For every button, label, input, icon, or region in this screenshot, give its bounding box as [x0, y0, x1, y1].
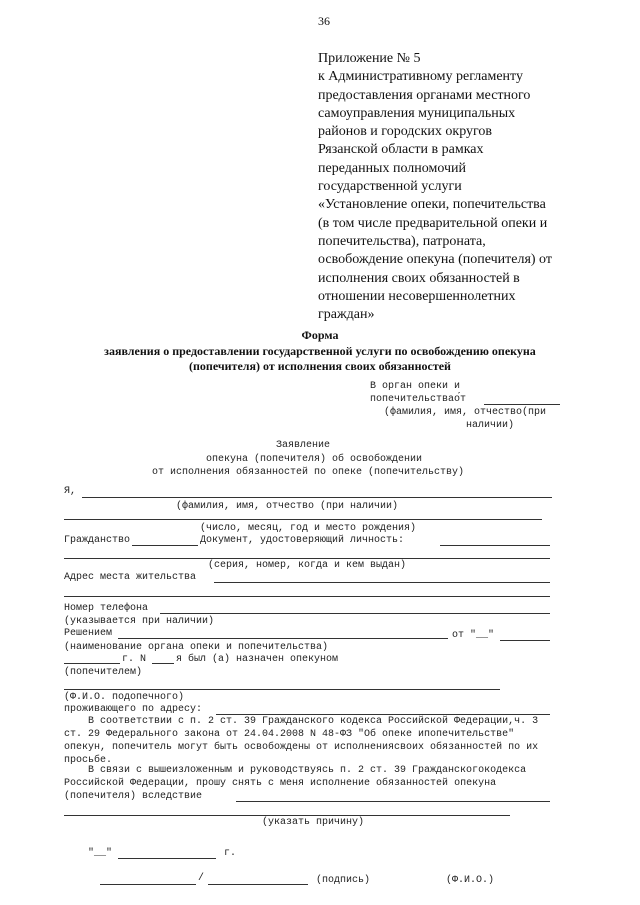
- form-subtitle: заявления о предоставлении государственной услуги по освобождению опекуна: [104, 344, 536, 358]
- appendix-line: самоуправления муниципальных: [318, 105, 516, 121]
- appendix-line: (в том числе предварительной опеки и: [318, 215, 548, 231]
- statement-subtitle-2: от исполнения обязанностей по опеке (попечительству): [152, 467, 465, 478]
- date-year: г.: [224, 848, 237, 859]
- fio-hint: (фамилия, имя, отчество (при наличии): [176, 501, 399, 512]
- appendix-line: переданных полномочий: [318, 160, 467, 176]
- addressee-hint: (фамилия, имя, отчество(при: [384, 407, 547, 418]
- appendix-line: отношении несовершеннолетних: [318, 288, 516, 304]
- ward-blank: [64, 689, 500, 690]
- phone-hint: (указывается при наличии): [64, 616, 215, 627]
- signature-slash: /: [198, 873, 205, 884]
- signature-blank: [100, 884, 196, 885]
- legal-p2-line: Российской Федерации, прошу снять с меня исполнение обязанностей опекуна: [64, 778, 497, 789]
- signature-fio-hint: (Ф.И.О.): [446, 875, 495, 886]
- appendix-line: граждан»: [318, 307, 375, 323]
- legal-p1-line: просьбе.: [64, 755, 113, 766]
- document-hint: (серия, номер, когда и кем выдан): [208, 560, 407, 571]
- date-blank: [118, 858, 216, 859]
- citizenship-blank: [132, 545, 198, 546]
- appendix-line: предоставления органами местного: [318, 87, 531, 103]
- legal-p1-line: ст. 29 Федерального закона от 24.04.2008 N 48-ФЗ "Об опеке ипопечительстве": [64, 729, 515, 740]
- addressee-line: В орган опеки и: [370, 381, 461, 392]
- appointed-label: я был (а) назначен опекуном: [176, 654, 339, 665]
- addressee-hint: наличии): [466, 420, 515, 431]
- appendix-block: [318, 50, 618, 324]
- addressee-blank: [484, 404, 560, 405]
- appendix-line: «Установление опеки, попечительства: [318, 197, 546, 213]
- citizenship-label: Гражданство: [64, 535, 131, 546]
- phone-blank: [160, 613, 550, 614]
- document-blank: [440, 545, 550, 546]
- appendix-line: государственной услуги: [318, 179, 462, 195]
- legal-p2-line: В связи с вышеизложенным и руководствуясь п. 2 ст. 39 Гражданскогокодекса: [88, 765, 527, 776]
- decision-label: Решением: [64, 628, 113, 639]
- ward-address-blank: [216, 714, 550, 715]
- date-quote: "__": [88, 848, 113, 859]
- address-blank: [214, 582, 550, 583]
- reason-blank: [236, 801, 550, 802]
- birth-hint: (число, месяц, год и место рождения): [200, 523, 417, 534]
- appendix-line: освобождение опекуна (попечителя) от: [318, 252, 552, 268]
- legal-p1-line: В соответствии с п. 2 ст. 39 Гражданского кодекса Российской Федерации,ч. 3: [88, 716, 539, 727]
- address-blank-2: [64, 596, 550, 597]
- legal-p1-line: опекун, попечитель могут быть освобождены от исполнениясвоих обязанностей по их: [64, 742, 539, 753]
- year-no-label: г. N: [122, 654, 147, 665]
- appendix-line: районов и городских округов: [318, 124, 493, 140]
- address-label: Адрес места жительства: [64, 572, 197, 583]
- year-blank: [64, 663, 120, 664]
- decision-blank: [118, 638, 448, 639]
- legal-p2-line: (попечителя) вследствие: [64, 791, 203, 802]
- phone-label: Номер телефона: [64, 603, 149, 614]
- appendix-line: Рязанской области в рамках: [318, 142, 484, 158]
- appendix-line: к Административному регламенту: [318, 69, 523, 85]
- document-label: Документ, удостоверяющий личность:: [200, 535, 405, 546]
- decision-date-blank: [500, 640, 550, 641]
- appendix-line: попечительства), патроната,: [318, 233, 486, 249]
- reason-blank-2: [64, 815, 510, 816]
- statement-title: Заявление: [276, 440, 331, 451]
- appendix-title: Приложение № 5: [318, 51, 421, 66]
- fio-blank: [82, 497, 552, 498]
- addressee-line: попечительствао́т: [370, 394, 467, 405]
- statement-subtitle: опекуна (попечителя) об освобождении: [206, 454, 423, 465]
- field-label-ya: Я,: [64, 486, 77, 497]
- decision-from: от "__": [452, 630, 495, 641]
- ward-hint: (Ф.И.О. подопечного): [64, 692, 185, 703]
- number-blank: [152, 663, 174, 664]
- page-number: 36: [318, 14, 330, 28]
- reason-hint: (указать причину): [262, 817, 365, 828]
- form-title: Форма: [301, 328, 339, 342]
- ward-address-label: проживающего по адресу:: [64, 704, 203, 715]
- signature-name-blank: [208, 884, 308, 885]
- birth-blank: [64, 519, 542, 520]
- document-blank-2: [64, 558, 550, 559]
- form-subtitle-2: (попечителя) от исполнения своих обязанностей: [189, 359, 451, 373]
- organ-hint: (наименование органа опеки и попечительства): [64, 642, 329, 653]
- signature-hint: (подпись): [316, 875, 371, 886]
- guardian-hint: (попечителем): [64, 667, 143, 678]
- appendix-line: исполнения своих обязанностей в: [318, 270, 520, 286]
